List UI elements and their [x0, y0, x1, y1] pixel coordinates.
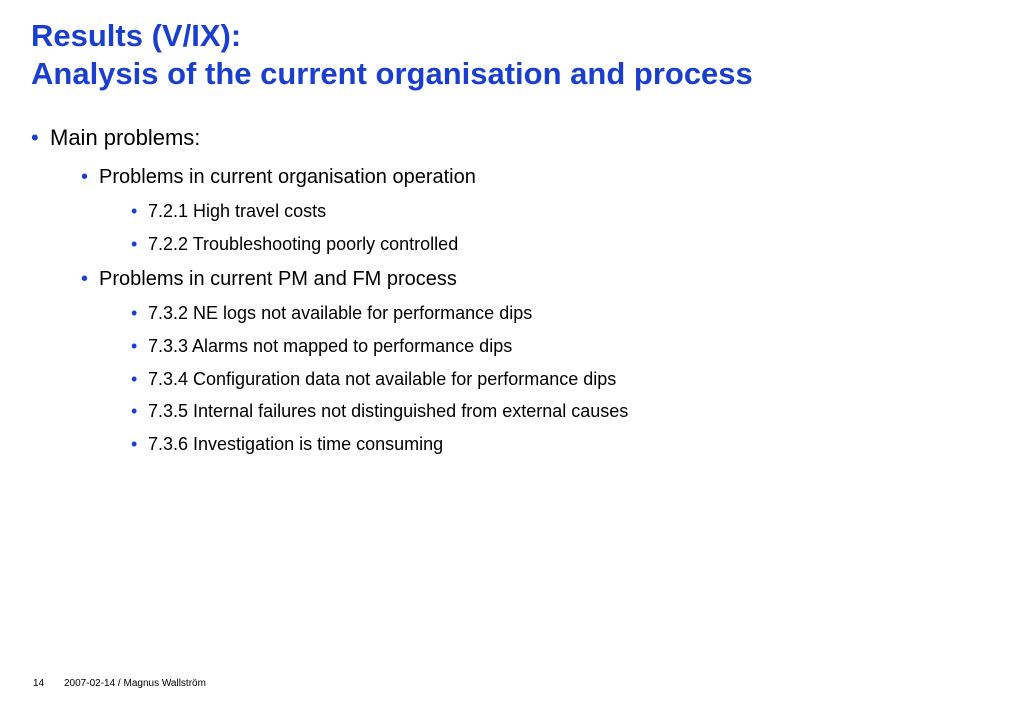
bullet-text: Problems in current organisation operation [99, 166, 476, 188]
list-item [131, 303, 533, 324]
bullet-dot-icon: • [131, 401, 138, 421]
bullet-dot-icon: • [81, 166, 89, 188]
list-item [131, 401, 629, 422]
title-line-2: Analysis of the current organisation and process [31, 56, 753, 91]
footer-date-author: 2007-02-14 / Magnus Wallström [64, 678, 206, 689]
bullet-text: 7.2.2 Troubleshooting poorly controlled [148, 234, 459, 254]
bullet-dot-icon: • [81, 268, 89, 290]
page-number: 14 [33, 678, 45, 689]
bullet-section-a [81, 166, 476, 189]
bullet-text: Main problems: [50, 125, 201, 150]
bullet-dot-icon: • [31, 125, 39, 150]
bullet-dot-icon: • [131, 303, 138, 323]
bullet-text: 7.3.6 Investigation is time consuming [148, 434, 444, 454]
bullet-text: 7.2.1 High travel costs [148, 201, 327, 221]
list-item [131, 369, 617, 390]
title-line-1: Results (V/IX): [31, 18, 242, 53]
bullet-text: 7.3.2 NE logs not available for performance dips [148, 303, 533, 323]
bullet-dot-icon: • [131, 336, 138, 356]
bullet-dot-icon: • [131, 201, 138, 221]
slide-title [31, 17, 753, 93]
list-item [131, 336, 513, 357]
bullet-text: 7.3.3 Alarms not mapped to performance dips [148, 336, 513, 356]
list-item [131, 234, 459, 255]
bullet-section-b [81, 268, 457, 291]
bullet-text: 7.3.4 Configuration data not available for performance dips [148, 369, 617, 389]
bullet-text: 7.3.5 Internal failures not distinguished from external causes [148, 401, 629, 421]
bullet-text: Problems in current PM and FM process [99, 268, 457, 290]
bullet-main-problems [31, 125, 201, 151]
list-item [131, 201, 327, 222]
list-item [131, 434, 444, 455]
bullet-dot-icon: • [131, 434, 138, 454]
bullet-dot-icon: • [131, 234, 138, 254]
bullet-dot-icon: • [131, 369, 138, 389]
